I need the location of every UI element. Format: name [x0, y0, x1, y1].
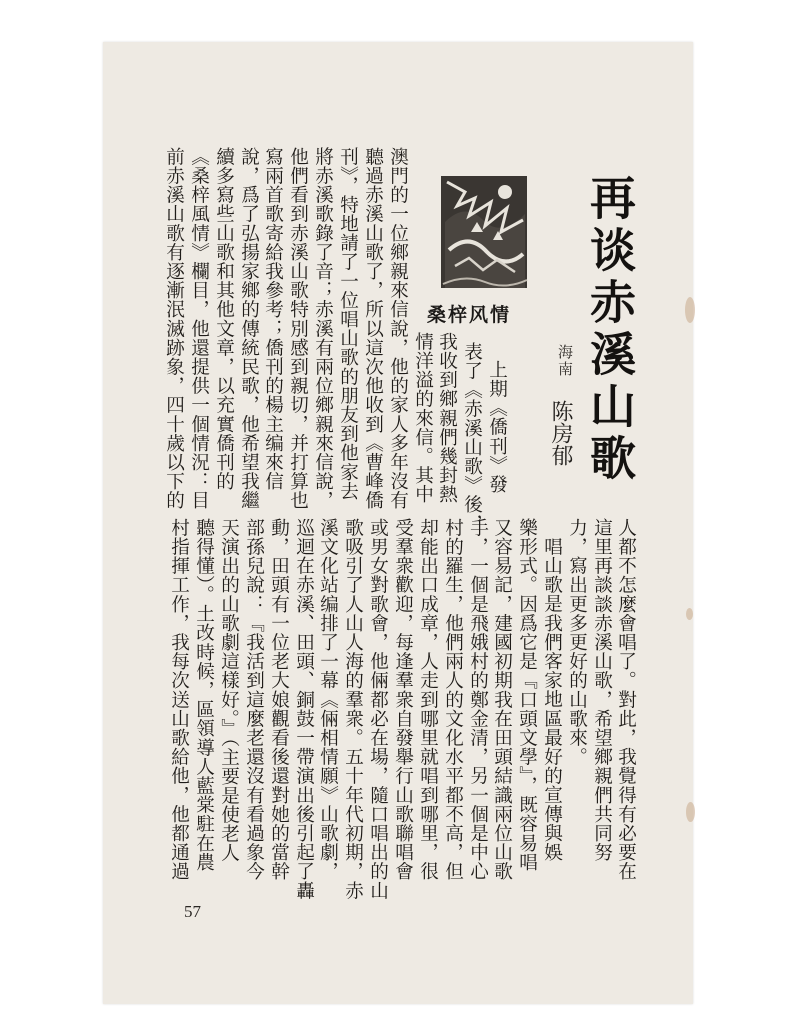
body-column: 歌吸引了人山人海的羣衆。五十年代初期，赤 [342, 518, 364, 900]
body-column: 前赤溪山歌有逐漸泯滅跡象，四十歲以下的 [163, 147, 185, 510]
body-column: 唱山歌是我們客家地區最好的宣傳與娛 [541, 537, 563, 862]
body-column: 力，寫出更多更好的山歌來。 [566, 518, 588, 767]
body-column: 聽得懂）。土改時候，區領導人藍棠駐在農 [193, 518, 215, 872]
body-column: 溪文化站编排了一幕《倆相情願》山歌劇， [317, 518, 339, 881]
body-column: 說，爲了弘揚家鄉的傳統民歌，他希望我繼 [238, 147, 260, 510]
body-column: 刊》，特地請了一位唱山歌的朋友到他家去 [337, 147, 359, 501]
body-column: 續多寫些山歌和其他文章，以充實僑刊的 [213, 147, 235, 491]
body-column: 動，田頭有一位老大娘觀看後還對她的當幹 [268, 518, 290, 881]
body-column: 人都不怎麼會唱了。對此，我覺得有必要在 [615, 518, 637, 881]
paper-stain [685, 297, 695, 323]
body-column: 這里再談談赤溪山歌，希望鄉親們共同努 [591, 518, 613, 862]
body-column: 寫兩首歌寄給我參考；僑刊的楊主编來信 [262, 147, 284, 491]
body-column: 村指揮工作，我每次送山歌給他，他都通過 [168, 518, 190, 881]
body-column: 或男女對歌會，他倆都必在場，隨口唱出的山 [367, 518, 389, 900]
body-column: 澳門的一位鄉親來信說，他的家人多年沒有 [387, 147, 409, 510]
body-column: 他們看到赤溪山歌特別感到親切，并打算也 [287, 147, 309, 510]
body-column: 我收到鄉親們幾封熱 [436, 332, 458, 504]
body-column: 上期《僑刊》發 [486, 360, 508, 494]
body-column: 表了《赤溪山歌》後， [461, 342, 483, 533]
body-column: 部孫兒說：『我活到這麼老還沒有看過象今 [243, 518, 265, 881]
page-number: 57 [184, 902, 201, 921]
magazine-page [103, 42, 693, 1004]
body-column: 村的羅生，他們兩人的文化水平都不高，但 [442, 518, 464, 881]
paper-stain [686, 608, 693, 620]
body-column: 將赤溪歌錄了音；赤溪有兩位鄉親來信說， [312, 147, 334, 510]
author-region: 海南 [556, 344, 574, 378]
body-column: 巡迴在赤溪、田頭、銅鼓一帶演出後引起了轟 [293, 518, 315, 900]
body-column: 《桑梓風情》欄目，他還提供一個情況：目 [188, 147, 210, 510]
body-column: 天演出的山歌劇這樣好。』（主要是使老人 [218, 518, 240, 863]
column-name: 桑梓风情 [427, 304, 512, 326]
paper-stain [686, 802, 695, 822]
body-column: 却能出口成章，人走到哪里就唱到哪里，很 [417, 518, 439, 881]
body-column: 情洋溢的來信。其中 [412, 332, 434, 504]
body-column: 手，一個是飛娥村的鄭金清，另一個是中心 [467, 518, 489, 881]
body-column: 受羣衆歡迎，每逢羣衆自發舉行山歌聯唱會 [392, 518, 414, 881]
woodcut-illustration [435, 162, 533, 300]
article-title: 再谈赤溪山歌 [583, 174, 637, 486]
author-name: 陈房郁 [548, 400, 573, 466]
body-column: 樂形式。因爲它是『口頭文學』，既容易唱 [516, 518, 538, 872]
body-column: 聽過赤溪山歌了，所以這次他收到《曹峰僑 [362, 147, 384, 510]
body-column: 又容易記，建國初期我在田頭結識兩位山歌 [491, 518, 513, 881]
